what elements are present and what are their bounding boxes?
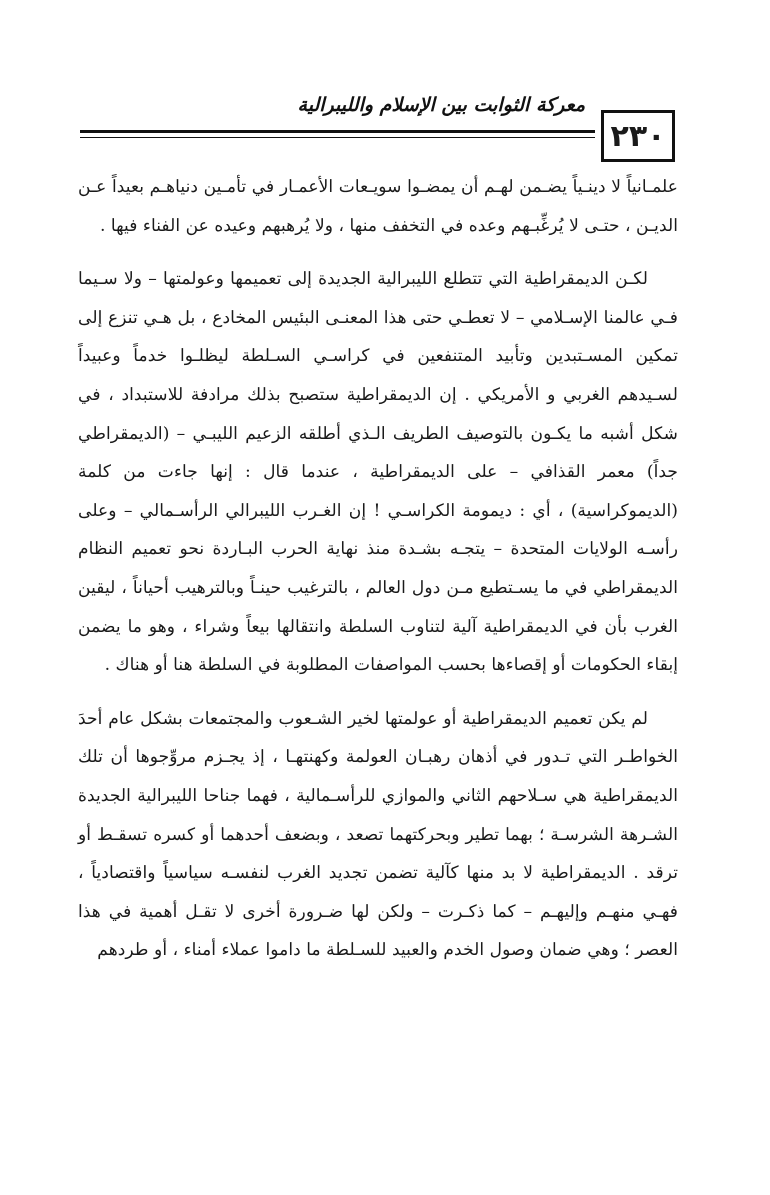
paragraph-3: لم يكن تعميم الديمقراطية أو عولمتها لخير الشـعوب والمجتمعات بشكل عام أحدَ الخواطـر التي تـدور في أذهان رهبـان العولمة وكهنتهـا ، إذ يجـزم مروِّجوها أن تلك الديمقراطية هي سـلاحهم الثاني والموازي للرأسـمالية ، فهما جناحا الليبرالية الجديدة الشـرهة الشرسـة ؛ بهما تطير وبحركتهما تصعد ، وبضعف أحدهما أو كسره تسقـط أو ترقد . الديمقراطية لا بد منها كآلية تضمن تجديد الغرب لنفسـه سياسياً واقتصادياً ، فهـي منهـم وإليهـم – كما ذكـرت – ولكن لها ضـرورة أخرى لا تقـل أهمية في هذا العصر ؛ وهي ضمان وصول الخدم والعبيد للسـلطة ما داموا عملاء أمناء ، أو طردهم [78,708,678,961]
paragraph-2: لكـن الديمقراطية التي تتطلع الليبرالية الجديدة إلى تعميمها وعولمتها – ولا سـيما فـي عالمنا الإسـلامي – لا تعطـي حتى هذا المعنـى البئيس المخادع ، بل هـي تنزع إلى تمكين المسـتبدين وتأبيد المتنفعين في كراسـي السـلطة ليظلـوا خدماً وعبيداً لسـيدهم الغربي و الأمريكي . إن الديمقراطية ستصبح بذلك مرادفة للاستبداد ، في شكل أشبه ما يكـون بالتوصيف الطريف الـذي أطلقه الزعيم الليبـي – (الديمقراطي جداً) معمر القذافي – على الديمقراطية ، عندما قال : إنها جاءت من كلمة (الديموكراسية) ، أي : ديمومة الكراسـي ! إن الغـرب الليبرالي الرأسـمالي – وعلى رأسـه الولايات المتحدة – يتجـه بشـدة منذ نهاية الحرب البـاردة نحو تعميم النظام الديمقراطي في ما يسـتطيع مـن دول العالم ، بالترغيب حينـاً وبالترهيب أحياناً ، ليقين الغرب بأن في الديمقراطية آلية لتناوب السلطة وانتقالها بيعاً وشراء ، وهو ما يضمن إبقاء الحكومات أو إقصاءها بحسب المواصفات المطلوبة في السلطة هنا أو هناك . [78,269,678,676]
page-header [80,92,675,178]
header-rule-thin [80,137,595,138]
page-number: ٢٣٠ [601,110,675,162]
body-text [78,168,678,985]
paragraph-1: علمـانياً لا دينـياً يضـمن لهـم أن يمضـوا سويـعات الأعمـار في تأمـين دنياهـم بعيداً عـن الديـن ، حتـى لا يُرغِّبـهم وعده في التخفف منها ، ولا يُرهبهم وعيده عن الفناء فيها . [78,177,678,236]
header-rule-thick [80,130,595,133]
running-title: معركة الثوابت بين الإسلام والليبرالية [297,94,585,116]
